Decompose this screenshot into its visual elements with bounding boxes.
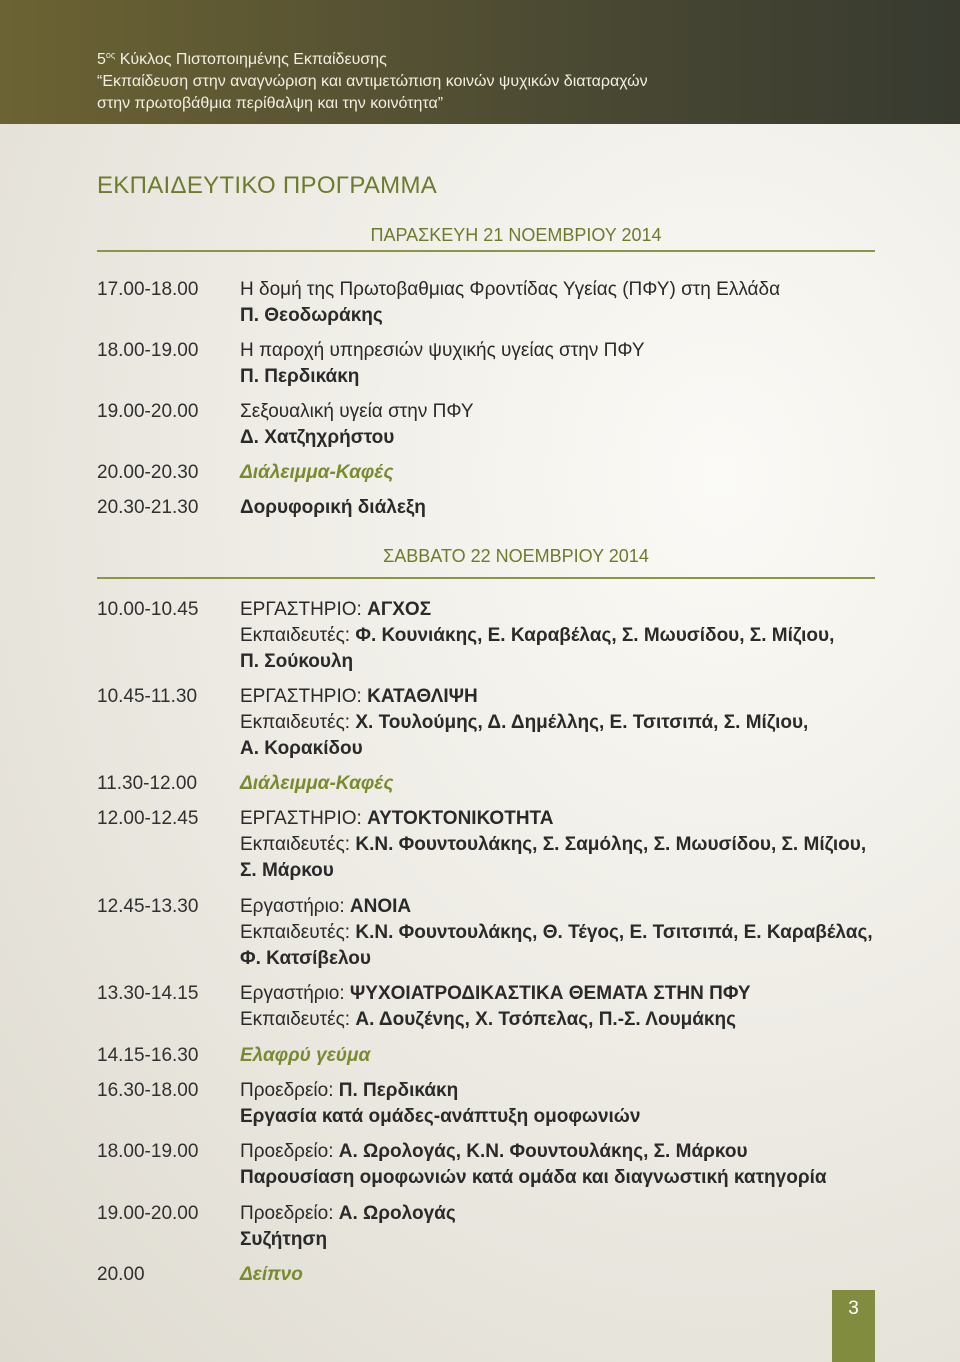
satellite-lecture: Δορυφορική διάλεξη [240, 497, 426, 518]
day-heading-saturday: ΣΑΒΒΑΤΟ 22 ΝΟΕΜΒΡΙΟΥ 2014 [383, 546, 649, 566]
trainers-line [240, 1007, 890, 1033]
coffee-break: Διάλειμμα-Καφές [240, 462, 394, 483]
session-title: Παρουσίαση ομοφωνιών κατά ομάδα και διαγνωστική κατηγορία [240, 1167, 827, 1188]
workshop-prefix: Εργαστήριο: [240, 983, 350, 1004]
time-slot: 17.00-18.00 [97, 279, 199, 300]
time-slot: 20.30-21.30 [97, 497, 199, 518]
coffee-break: Διάλειμμα-Καφές [240, 773, 394, 794]
trainers-names-cont: Σ. Μάρκου [240, 860, 334, 881]
workshop-title [240, 806, 890, 832]
day-divider [97, 577, 875, 579]
header-line-2: “Εκπαίδευση στην αναγνώριση και αντιμετώπιση κοινών ψυχικών διαταραχών [97, 73, 648, 90]
time-slot: 10.45-11.30 [97, 686, 198, 707]
time-slot: 12.45-13.30 [97, 896, 199, 917]
session-title: Συζήτηση [240, 1229, 328, 1250]
workshop-topic: ΑΝΟΙΑ [349, 896, 412, 917]
trainers-label: Εκπαιδευτές: [240, 712, 356, 733]
time-slot: 11.30-12.00 [97, 773, 198, 794]
header-line-1: $5^{o\varsigma}$ Κύκλος Πιστοποιημένης Εκπαίδευσης [97, 50, 387, 68]
workshop-title [240, 597, 890, 623]
time-slot: 13.30-14.15 [97, 983, 199, 1004]
chair-label: Προεδρείο: [240, 1080, 339, 1101]
time-slot: 19.00-20.00 [97, 401, 199, 422]
time-slot: 14.15-16.30 [97, 1045, 199, 1066]
trainers-line [240, 623, 890, 649]
time-slot: 19.00-20.00 [97, 1203, 199, 1224]
trainers-names: Α. Δουζένης, Χ. Τσόπελας, Π.-Σ. Λουμάκης [355, 1009, 737, 1030]
chair-names: Α. Ωρολογάς, Κ.Ν. Φουντουλάκης, Σ. Μάρκου [338, 1141, 748, 1162]
time-slot: 10.00-10.45 [97, 599, 199, 620]
trainers-line [240, 710, 890, 736]
trainers-label: Εκπαιδευτές: [240, 1009, 356, 1030]
trainers-names-cont: Φ. Κατσίβελου [240, 948, 371, 969]
workshop-topic: ΨΥΧΟΙΑΤΡΟΔΙΚΑΣΤΙΚΑ ΘΕΜΑΤΑ ΣΤΗΝ ΠΦΥ [349, 983, 751, 1004]
trainers-names: Κ.Ν. Φουντουλάκης, Θ. Τέγος, Ε. Τσιτσιπά, Ε. Καραβέλας, [355, 922, 873, 943]
chair-line [240, 1139, 890, 1165]
chair-line [240, 1201, 890, 1227]
dinner: Δείπνο [240, 1264, 303, 1285]
session-title: Σεξουαλική υγεία στην ΠΦΥ [240, 401, 474, 422]
session-speaker: Δ. Χατζηχρήστου [240, 427, 395, 448]
session-title: Η παροχή υπηρεσιών ψυχικής υγείας στην ΠΦΥ [240, 340, 645, 361]
trainers-names: Κ.Ν. Φουντουλάκης, Σ. Σαμόλης, Σ. Μωυσίδου, Σ. Μίζιου, [355, 834, 867, 855]
workshop-prefix: ΕΡΓΑΣΤΗΡΙΟ: [240, 686, 368, 707]
header-banner [0, 0, 960, 124]
page-title: ΕΚΠΑΙΔΕΥΤΙΚΟ ΠΡΟΓΡΑΜΜΑ [97, 172, 438, 199]
program-series-title [97, 44, 648, 115]
chair-label: Προεδρείο: [240, 1203, 339, 1224]
page-number: 3 [832, 1290, 875, 1362]
workshop-prefix: ΕΡΓΑΣΤΗΡΙΟ: [240, 599, 368, 620]
time-slot: 20.00 [97, 1264, 145, 1285]
header-line-3: στην πρωτοβάθμια περίθαλψη και την κοινότητα” [97, 95, 444, 112]
session-title: Εργασία κατά ομάδες-ανάπτυξη ομοφωνιών [240, 1106, 641, 1127]
chair-names: Α. Ωρολογάς [338, 1203, 456, 1224]
time-slot: 18.00-19.00 [97, 340, 199, 361]
day-divider [97, 250, 875, 252]
session-speaker: Π. Περδικάκη [240, 366, 360, 387]
workshop-topic: ΑΓΧΟΣ [367, 599, 432, 620]
workshop-prefix: Εργαστήριο: [240, 896, 350, 917]
workshop-topic: ΑΥΤΟΚΤΟΝΙΚΟΤΗΤΑ [367, 808, 554, 829]
workshop-title [240, 894, 890, 920]
trainers-names: Χ. Τουλούμης, Δ. Δημέλλης, Ε. Τσιτσιπά, Σ. Μίζιου, [355, 712, 809, 733]
session-title: Η δομή της Πρωτοβαθμιας Φροντίδας Υγείας (ΠΦΥ) στη Ελλάδα [240, 279, 781, 300]
trainers-label: Εκπαιδευτές: [240, 625, 356, 646]
chair-line [240, 1078, 890, 1104]
time-slot: 20.00-20.30 [97, 462, 199, 483]
session-speaker: Π. Θεοδωράκης [240, 305, 383, 326]
trainers-line [240, 832, 890, 858]
workshop-prefix: ΕΡΓΑΣΤΗΡΙΟ: [240, 808, 368, 829]
chair-label: Προεδρείο: [240, 1141, 339, 1162]
time-slot: 18.00-19.00 [97, 1141, 199, 1162]
trainers-label: Εκπαιδευτές: [240, 834, 356, 855]
trainers-names-cont: Α. Κορακίδου [240, 738, 363, 759]
trainers-names-cont: Π. Σούκουλη [240, 651, 354, 672]
workshop-title [240, 981, 890, 1007]
trainers-names: Φ. Κουνιάκης, Ε. Καραβέλας, Σ. Μωυσίδου, Σ. Μίζιου, [355, 625, 835, 646]
time-slot: 12.00-12.45 [97, 808, 199, 829]
workshop-title [240, 684, 890, 710]
day-heading-friday: ΠΑΡΑΣΚΕΥΗ 21 ΝΟΕΜΒΡΙΟΥ 2014 [370, 225, 662, 245]
time-slot: 16.30-18.00 [97, 1080, 199, 1101]
trainers-label: Εκπαιδευτές: [240, 922, 356, 943]
trainers-line [240, 920, 890, 946]
chair-names: Π. Περδικάκη [338, 1080, 459, 1101]
workshop-topic: ΚΑΤΑΘΛΙΨΗ [367, 686, 478, 707]
lunch-break: Ελαφρύ γεύμα [240, 1045, 371, 1066]
